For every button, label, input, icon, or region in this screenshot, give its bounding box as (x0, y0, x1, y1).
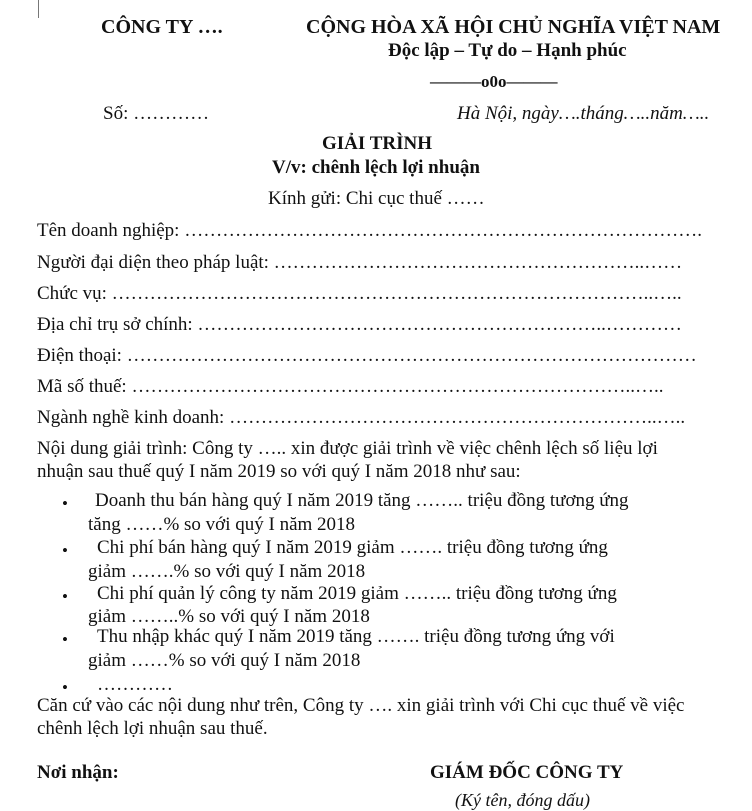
republic-title: CỘNG HÒA XÃ HỘI CHỦ NGHĨA VIỆT NAM (306, 16, 721, 38)
director-label: GIÁM ĐỐC CÔNG TY (430, 762, 624, 783)
document-subject: V/v: chênh lệch lợi nhuận (272, 157, 480, 178)
field-position: Chức vụ: …………………………………………………………………………..….. (37, 283, 682, 304)
page-corner-mark (38, 0, 39, 18)
field-legal-representative: Người đại diện theo pháp luật: …………………………………………………..…… (37, 252, 683, 273)
bullet-dot: • (62, 541, 68, 560)
motto: Độc lập – Tự do – Hạnh phúc (388, 40, 627, 61)
bullet-dot: • (62, 587, 68, 606)
bullet-dot: • (62, 494, 68, 513)
separator: ———o0o——— (430, 72, 558, 91)
document-number: Số: ………… (103, 103, 210, 124)
bullet-2-line-2: giảm …….% so với quý I năm 2018 (88, 561, 366, 582)
conclusion-line-1: Căn cứ vào các nội dung như trên, Công ty …. xin giải trình với Chi cục thuế về việc (37, 695, 685, 716)
bullet-dot: • (62, 630, 68, 649)
bullet-1-line-1: Doanh thu bán hàng quý I năm 2019 tăng …….. triệu đồng tương ứng (95, 490, 629, 511)
document-title: GIẢI TRÌNH (322, 133, 432, 154)
field-phone: Điện thoại: ……………………………………………………………………………… (37, 345, 697, 366)
company-name: CÔNG TY …. (101, 16, 223, 38)
recipient-line: Kính gửi: Chi cục thuế …… (268, 188, 485, 209)
field-company-name: Tên doanh nghiệp: ………………………………………………………………………. (37, 220, 702, 241)
bullet-2-line-1: Chi phí bán hàng quý I năm 2019 giảm ……. triệu đồng tương ứng (97, 537, 608, 558)
field-address: Địa chỉ trụ sở chính: ………………………………………………………..………… (37, 314, 682, 335)
bullet-4-line-1: Thu nhập khác quý I năm 2019 tăng ……. triệu đồng tương ứng với (97, 626, 615, 647)
bullet-3-line-1: Chi phí quản lý công ty năm 2019 giảm …….. triệu đồng tương ứng (97, 583, 617, 604)
bullet-4-line-2: giảm ……% so với quý I năm 2018 (88, 650, 361, 671)
sign-note: (Ký tên, đóng dấu) (455, 790, 590, 810)
intro-line-1: Nội dung giải trình: Công ty ….. xin được giải trình về việc chênh lệch số liệu lợi (37, 438, 658, 459)
bullet-3-line-2: giảm ……..% so với quý I năm 2018 (88, 606, 370, 627)
bullet-5-line-1: ………… (97, 674, 173, 695)
bullet-dot: • (62, 678, 68, 697)
bullet-1-line-2: tăng ……% so với quý I năm 2018 (88, 514, 356, 535)
field-business-line: Ngành nghề kinh doanh: …………………………………………………………..….. (37, 407, 686, 428)
recipients-label: Nơi nhận: (37, 762, 119, 783)
place-date: Hà Nội, ngày….tháng…..năm….. (457, 103, 710, 124)
conclusion-line-2: chênh lệch lợi nhuận sau thuế. (37, 718, 268, 739)
field-tax-code: Mã số thuế: ……………………………………………………………………..….. (37, 376, 664, 397)
intro-line-2: nhuận sau thuế quý I năm 2019 so với quý I năm 2018 như sau: (37, 461, 521, 482)
